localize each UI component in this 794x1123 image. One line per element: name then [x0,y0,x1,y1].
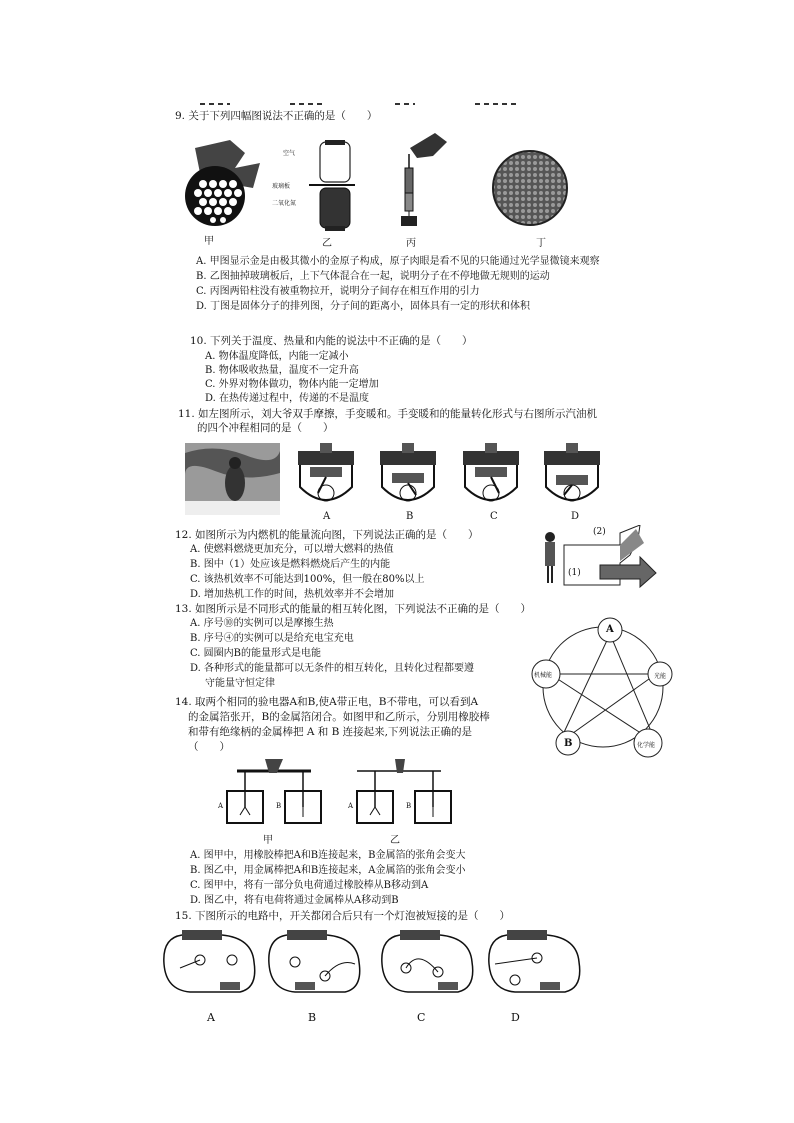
q10-option-c: C. 外界对物体做功，物体内能一定增加 [205,379,379,390]
q11-engine-stroke-3 [459,443,523,509]
q12-label-1: (1) [568,568,581,578]
q14-fig-jia [215,757,325,829]
q9-option-b: B. 乙图抽掉玻璃板后，上下气体混合在一起，说明分子在不停地做无规则的运动 [196,271,550,282]
q9-yi-label-air: 空气 [283,150,296,157]
q11-engine-stroke-2 [376,443,440,509]
q9-label-yi: 乙 [322,238,332,249]
q15-stem: 15. 下图所示的电路中，开关都闭合后只有一个灯泡被短接的是（ ） [175,910,511,922]
q13-node-mechanical: 机械能 [534,672,553,679]
q15-label-b: B [308,1011,317,1024]
q12-label-2: (2) [593,527,606,537]
q12-option-c: C. 该热机效率不可能达到100%，但一般在80%以上 [190,574,425,585]
q10-stem: 10. 下列关于温度、热量和内能的说法中不正确的是（ ） [190,335,473,347]
q11-fig-hands [185,443,280,515]
q14-yi-label-b: B [406,802,412,810]
q9-yi-label-glass: 玻璃板 [272,183,291,190]
q11-label-b: B [406,511,414,522]
q14-option-d: D. 图乙中，将有电荷将通过金属棒从A移动到B [190,895,399,906]
q11-engine-stroke-1 [294,443,358,509]
q13-option-a: A. 序号⑩的实例可以是摩擦生热 [190,618,334,629]
q14-stem-line4: （ ） [188,741,230,753]
q14-jia-label-a: A [218,802,224,810]
q9-option-c: C. 丙图两铅柱没有被重物拉开，说明分子间存在相互作用的引力 [196,286,480,297]
q9-fig-ding [490,148,570,228]
q11-label-c: C [490,511,498,522]
q9-stem: 9. 关于下列四幅图说法不正确的是（ ） [175,110,378,122]
q14-label-jia: 甲 [263,835,273,846]
q9-label-bing: 丙 [406,238,416,249]
q14-jia-label-b: B [276,802,282,810]
q14-stem-line1: 14. 取两个相同的验电器A和B,使A带正电，B不带电，可以看到A [175,696,479,708]
q11-engine-stroke-4 [540,443,604,509]
q15-label-c: C [417,1011,426,1024]
q15-circuit-a [160,928,260,1000]
q9-label-jia: 甲 [204,236,214,247]
q15-circuit-b [265,928,365,1000]
q13-option-c: C. 圆圈内B的能量形式是电能 [190,648,322,659]
q11-label-d: D [571,511,580,522]
q14-option-c: C. 图甲中，将有一部分负电荷通过橡胶棒从B移动到A [190,880,429,891]
q9-fig-jia [175,138,265,228]
q9-option-a: A. 甲图显示金是由极其微小的金原子构成，原子肉眼是看不见的只能通过光学显微镜来观察 [196,256,600,267]
q12-stem: 12. 如图所示为内燃机的能量流向图，下列说法正确的是（ ） [175,529,479,541]
q13-option-d: D. 各种形式的能量都可以无条件的相互转化，且转化过程都要遵 [190,663,475,674]
q14-fig-yi [345,757,455,829]
q13-node-b: B [564,738,573,749]
q14-label-yi: 乙 [390,835,400,846]
q9-label-ding: 丁 [536,238,546,249]
q10-option-a: A. 物体温度降低，内能一定减小 [205,351,349,362]
q13-node-chemical: 化学能 [637,742,656,749]
q13-energy-conversion-diagram [528,612,678,762]
q12-option-b: B. 图中（1）处应该是燃料燃烧后产生的内能 [190,559,391,570]
q10-option-b: B. 物体吸收热量，温度不一定升高 [205,365,359,376]
q15-circuit-d [485,928,585,1000]
q14-stem-line2: 的金属箔张开，B的金属箔闭合。如图甲和乙所示，分别用橡胶棒 [188,711,490,723]
q13-node-light: 光能 [654,673,667,680]
q11-stem-line2: 的四个冲程相同的是（ ） [197,422,334,434]
q13-option-b: B. 序号④的实例可以是给充电宝充电 [190,633,354,644]
q9-yi-label-no2: 二氧化氮 [272,200,297,207]
q11-stem-line1: 11. 如左图所示，刘大爷双手摩擦，手变暖和。手变暖和的能量转化形式与右图所示汽油机 [178,408,598,420]
q14-yi-label-a: A [348,802,354,810]
q15-label-d: D [511,1011,520,1024]
q9-fig-yi [295,140,365,232]
q9-fig-bing [395,128,450,228]
q15-label-a: A [207,1011,215,1024]
q10-option-d: D. 在热传递过程中，传递的不是温度 [205,393,370,404]
q13-option-d-cont: 守能量守恒定律 [205,678,275,689]
q11-label-a: A [323,511,331,522]
q14-option-b: B. 图乙中，用金属棒把A和B连接起来，A金属箔的张角会变小 [190,865,466,876]
top-cut-line [200,100,530,108]
q13-node-a: A [606,624,614,635]
q14-stem-line3: 和带有绝缘柄的金属棒把 A 和 B 连接起来,下列说法正确的是 [188,726,472,738]
q9-option-d: D. 丁图是固体分子的排列图，分子间的距离小，固体具有一定的形状和体积 [196,301,531,312]
q14-option-a: A. 图甲中，用橡胶棒把A和B连接起来，B金属箔的张角会变大 [190,850,466,861]
q12-option-a: A. 使燃料燃烧更加充分，可以增大燃料的热值 [190,544,394,555]
q13-stem: 13. 如图所示是不同形式的能量的相互转化图，下列说法不正确的是（ ） [175,603,532,615]
q15-circuit-c [378,928,478,1000]
q12-option-d: D. 增加热机工作的时间，热机效率并不会增加 [190,589,395,600]
